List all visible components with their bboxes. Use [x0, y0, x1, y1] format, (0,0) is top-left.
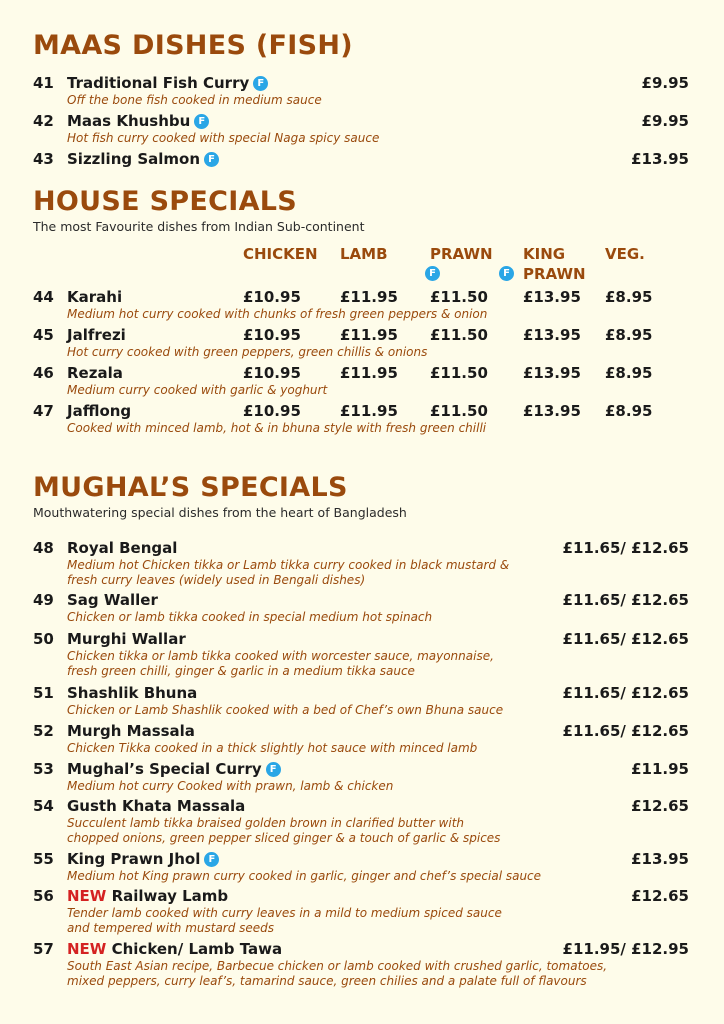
- item-description: Chicken or lamb tikka cooked in special medium hot spinach: [67, 610, 433, 624]
- item-name: Sag Waller: [67, 591, 158, 609]
- price-chicken: £10.95: [243, 326, 301, 344]
- item-name-text: Traditional Fish Curry: [67, 74, 250, 92]
- desc-line: chopped onions, green pepper sliced ginger & a touch of garlic & spices: [67, 831, 501, 845]
- item-description: Medium hot King prawn curry cooked in garlic, ginger and chef’s special sauce: [67, 869, 542, 883]
- item-price: £11.95: [631, 760, 689, 778]
- fish-badge-icon: F: [266, 762, 281, 777]
- item-name: Gusth Khata Massala: [67, 797, 246, 815]
- item-name-text: Chicken/ Lamb Tawa: [111, 940, 283, 958]
- item-name-text: Railway Lamb: [111, 887, 229, 905]
- item-name: Royal Bengal: [67, 539, 178, 557]
- price-prawn: £11.50: [430, 402, 488, 420]
- price-chicken: £10.95: [243, 288, 301, 306]
- item-description: Chicken Tikka cooked in a thick slightly hot sauce with minced lamb: [67, 741, 478, 755]
- item-price: £13.95: [631, 850, 689, 868]
- desc-line: Succulent lamb tikka braised golden brown in clarified butter with: [67, 816, 465, 830]
- item-name: Murgh Massala: [67, 722, 195, 740]
- item-name: [67, 150, 219, 168]
- item-number: 51: [33, 684, 54, 702]
- item-description: [67, 906, 502, 936]
- section-title-mughal: MUGHAL’S SPECIALS: [33, 472, 348, 503]
- item-description: Medium hot curry Cooked with prawn, lamb & chicken: [67, 779, 394, 793]
- price-king-prawn: £13.95: [523, 402, 581, 420]
- item-number: 49: [33, 591, 54, 609]
- prawn-fish-badge-icon: F: [425, 266, 440, 281]
- section-title-maas: MAAS DISHES (FISH): [33, 30, 353, 61]
- item-name: Shashlik Bhuna: [67, 684, 198, 702]
- price-veg: £8.95: [605, 288, 653, 306]
- item-name: [67, 850, 219, 868]
- item-number: 47: [33, 402, 54, 420]
- column-header-lamb: LAMB: [340, 245, 388, 263]
- price-chicken: £10.95: [243, 402, 301, 420]
- item-name: [67, 74, 268, 92]
- item-number: 41: [33, 74, 54, 92]
- price-chicken: £10.95: [243, 364, 301, 382]
- item-name-text: Maas Khushbu: [67, 112, 191, 130]
- price-king-prawn: £13.95: [523, 326, 581, 344]
- item-name: [67, 760, 281, 778]
- item-name: [67, 887, 228, 905]
- new-badge: NEW: [67, 887, 107, 905]
- item-number: 46: [33, 364, 54, 382]
- column-header-veg: VEG.: [605, 245, 645, 263]
- fish-badge-icon: F: [204, 152, 219, 167]
- item-number: 44: [33, 288, 54, 306]
- item-number: 52: [33, 722, 54, 740]
- item-description: Hot fish curry cooked with special Naga spicy sauce: [67, 131, 380, 145]
- desc-line: Chicken tikka or lamb tikka cooked with worcester sauce, mayonnaise,: [67, 649, 494, 663]
- item-price: £9.95: [641, 74, 689, 92]
- item-name: Murghi Wallar: [67, 630, 186, 648]
- item-name: Karahi: [67, 288, 123, 306]
- item-number: 43: [33, 150, 54, 168]
- item-price: £11.65/ £12.65: [562, 539, 689, 557]
- desc-line: South East Asian recipe, Barbecue chicken or lamb cooked with crushed garlic, tomatoes,: [67, 959, 608, 973]
- item-price: £13.95: [631, 150, 689, 168]
- item-description: [67, 558, 509, 588]
- price-lamb: £11.95: [340, 364, 398, 382]
- column-header-king-prawn: PRAWN: [523, 265, 586, 283]
- item-price: £11.65/ £12.65: [562, 630, 689, 648]
- new-badge: NEW: [67, 940, 107, 958]
- item-description: Chicken or Lamb Shashlik cooked with a bed of Chef’s own Bhuna sauce: [67, 703, 504, 717]
- item-number: 42: [33, 112, 54, 130]
- item-name-text: King Prawn Jhol: [67, 850, 201, 868]
- price-king-prawn: £13.95: [523, 288, 581, 306]
- item-name-text: Mughal’s Special Curry: [67, 760, 262, 778]
- item-description: Medium hot curry cooked with chunks of fresh green peppers & onion: [67, 307, 488, 321]
- desc-line: Tender lamb cooked with curry leaves in a mild to medium spiced sauce: [67, 906, 502, 920]
- item-number: 45: [33, 326, 54, 344]
- price-prawn: £11.50: [430, 364, 488, 382]
- item-name: Rezala: [67, 364, 123, 382]
- section-title-house: HOUSE SPECIALS: [33, 186, 298, 217]
- desc-line: fresh green chilli, ginger & garlic in a medium tikka sauce: [67, 664, 415, 678]
- item-price: £12.65: [631, 797, 689, 815]
- desc-line: Medium hot Chicken tikka or Lamb tikka curry cooked in black mustard &: [67, 558, 510, 572]
- item-number: 50: [33, 630, 54, 648]
- item-description: Hot curry cooked with green peppers, green chillis & onions: [67, 345, 428, 359]
- item-description: [67, 959, 607, 989]
- price-prawn: £11.50: [430, 326, 488, 344]
- item-description: [67, 649, 494, 679]
- price-lamb: £11.95: [340, 288, 398, 306]
- item-number: 48: [33, 539, 54, 557]
- fish-badge-icon: F: [194, 114, 209, 129]
- fish-badge-icon: F: [253, 76, 268, 91]
- price-veg: £8.95: [605, 364, 653, 382]
- section-subtitle-house: The most Favourite dishes from Indian Sub-continent: [33, 219, 365, 234]
- item-price: £12.65: [631, 887, 689, 905]
- item-number: 57: [33, 940, 54, 958]
- item-number: 54: [33, 797, 54, 815]
- item-name: [67, 112, 209, 130]
- item-number: 56: [33, 887, 54, 905]
- price-lamb: £11.95: [340, 402, 398, 420]
- price-veg: £8.95: [605, 326, 653, 344]
- item-name-text: Sizzling Salmon: [67, 150, 201, 168]
- item-number: 53: [33, 760, 54, 778]
- item-description: Cooked with minced lamb, hot & in bhuna style with fresh green chilli: [67, 421, 487, 435]
- desc-line: and tempered with mustard seeds: [67, 921, 275, 935]
- item-name: Jalfrezi: [67, 326, 126, 344]
- item-price: £9.95: [641, 112, 689, 130]
- item-price: £11.65/ £12.65: [562, 722, 689, 740]
- price-veg: £8.95: [605, 402, 653, 420]
- item-name: [67, 940, 282, 958]
- king-prawn-fish-badge-icon: F: [499, 266, 514, 281]
- item-price: £11.65/ £12.65: [562, 591, 689, 609]
- item-description: Off the bone fish cooked in medium sauce: [67, 93, 322, 107]
- column-header-chicken: CHICKEN: [243, 245, 318, 263]
- column-header-king: KING: [523, 245, 566, 263]
- desc-line: mixed peppers, curry leaf’s, tamarind sauce, green chilies and a palate full of flavours: [67, 974, 587, 988]
- item-description: [67, 816, 500, 846]
- price-prawn: £11.50: [430, 288, 488, 306]
- section-subtitle-mughal: Mouthwatering special dishes from the heart of Bangladesh: [33, 505, 407, 520]
- item-number: 55: [33, 850, 54, 868]
- desc-line: fresh curry leaves (widely used in Bengali dishes): [67, 573, 366, 587]
- item-price: £11.65/ £12.65: [562, 684, 689, 702]
- fish-badge-icon: F: [204, 852, 219, 867]
- price-king-prawn: £13.95: [523, 364, 581, 382]
- column-header-prawn: PRAWN: [430, 245, 493, 263]
- item-price: £11.95/ £12.95: [562, 940, 689, 958]
- item-name: Jafflong: [67, 402, 132, 420]
- price-lamb: £11.95: [340, 326, 398, 344]
- item-description: Medium curry cooked with garlic & yoghurt: [67, 383, 328, 397]
